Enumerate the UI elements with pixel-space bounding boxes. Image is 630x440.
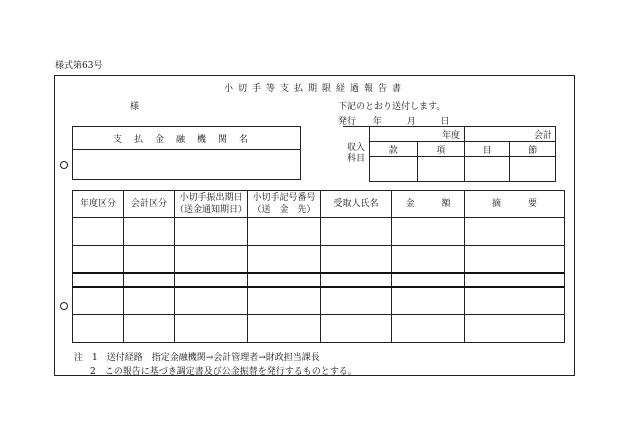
account-label: 会計 bbox=[465, 127, 556, 142]
cell[interactable] bbox=[465, 218, 565, 246]
bank-name-field[interactable] bbox=[73, 150, 301, 180]
field-kou[interactable] bbox=[417, 157, 465, 182]
form-title: 小切手等支払期限経過報告書 bbox=[223, 84, 406, 94]
header-payee-name: 受取人氏名 bbox=[321, 191, 392, 218]
cell[interactable] bbox=[248, 274, 321, 287]
bank-box bbox=[72, 126, 301, 180]
cell[interactable] bbox=[175, 246, 248, 274]
lead-text: 下記のとおり送付します。 bbox=[338, 102, 446, 112]
header-fiscal-year-division: 年度区分 bbox=[73, 191, 124, 218]
table-row bbox=[73, 218, 565, 246]
cell[interactable] bbox=[73, 218, 124, 246]
cell[interactable] bbox=[321, 274, 392, 287]
header-remarks: 摘 要 bbox=[465, 191, 565, 218]
cell[interactable] bbox=[321, 287, 392, 315]
table-row bbox=[73, 315, 565, 343]
cell[interactable] bbox=[73, 315, 124, 343]
cell[interactable] bbox=[248, 315, 321, 343]
issue-month: 月 bbox=[406, 117, 416, 127]
issue-year: 年 bbox=[372, 117, 382, 127]
cell[interactable] bbox=[124, 218, 175, 246]
cell[interactable] bbox=[175, 218, 248, 246]
cell[interactable] bbox=[175, 287, 248, 315]
cell[interactable] bbox=[321, 315, 392, 343]
thick-divider-upper bbox=[72, 272, 565, 274]
header-check-issue-date: 小切手振出期日 （送金通知期日） bbox=[175, 191, 248, 218]
cell[interactable] bbox=[248, 287, 321, 315]
table-row bbox=[73, 246, 565, 274]
table-row bbox=[73, 274, 565, 287]
cell[interactable] bbox=[73, 246, 124, 274]
cell[interactable] bbox=[392, 218, 465, 246]
col-moku: 目 bbox=[465, 142, 510, 157]
cell[interactable] bbox=[124, 315, 175, 343]
cell[interactable] bbox=[73, 287, 124, 315]
cell[interactable] bbox=[465, 287, 565, 315]
col-kan: 款 bbox=[370, 142, 418, 157]
bank-header: 支払金融機関名 bbox=[73, 127, 301, 150]
field-kan[interactable] bbox=[370, 157, 418, 182]
account-box bbox=[343, 126, 556, 182]
cell[interactable] bbox=[124, 287, 175, 315]
field-moku[interactable] bbox=[465, 157, 510, 182]
cell[interactable] bbox=[321, 218, 392, 246]
cell[interactable] bbox=[465, 315, 565, 343]
cell[interactable] bbox=[465, 274, 565, 287]
header-check-number: 小切手記号番号 （送 金 先） bbox=[248, 191, 321, 218]
cell[interactable] bbox=[392, 274, 465, 287]
cell[interactable] bbox=[73, 274, 124, 287]
cell[interactable] bbox=[392, 315, 465, 343]
fiscal-year-label: 年度 bbox=[370, 127, 465, 142]
field-setsu[interactable] bbox=[510, 157, 556, 182]
issue-day: 日 bbox=[440, 117, 450, 127]
cell[interactable] bbox=[465, 246, 565, 274]
header-account-division: 会計区分 bbox=[124, 191, 175, 218]
cell[interactable] bbox=[392, 287, 465, 315]
table-row bbox=[73, 287, 565, 315]
header-amount: 金 額 bbox=[392, 191, 465, 218]
thick-divider-lower bbox=[72, 286, 565, 288]
issue-label: 発行 bbox=[338, 117, 357, 127]
cell[interactable] bbox=[321, 246, 392, 274]
cell[interactable] bbox=[124, 246, 175, 274]
cell[interactable] bbox=[175, 274, 248, 287]
note-line-2: 2 この報告に基づき調定書及び公金振替を発行するものとする。 bbox=[90, 367, 357, 377]
revenue-subject-label: 収入 科目 bbox=[343, 127, 370, 182]
punch-hole-upper bbox=[60, 161, 68, 169]
col-kou: 項 bbox=[417, 142, 465, 157]
addressee-suffix: 様 bbox=[130, 102, 140, 112]
cell[interactable] bbox=[392, 246, 465, 274]
note-line-1: 注 1 送付経路 指定金融機関→会計管理者→財政担当課長 bbox=[74, 353, 320, 363]
cell[interactable] bbox=[248, 218, 321, 246]
cell[interactable] bbox=[124, 274, 175, 287]
punch-hole-lower bbox=[60, 302, 68, 310]
col-setsu: 節 bbox=[510, 142, 556, 157]
cell[interactable] bbox=[248, 246, 321, 274]
cell[interactable] bbox=[175, 315, 248, 343]
form-number: 様式第63号 bbox=[55, 61, 103, 71]
main-table bbox=[72, 190, 565, 343]
